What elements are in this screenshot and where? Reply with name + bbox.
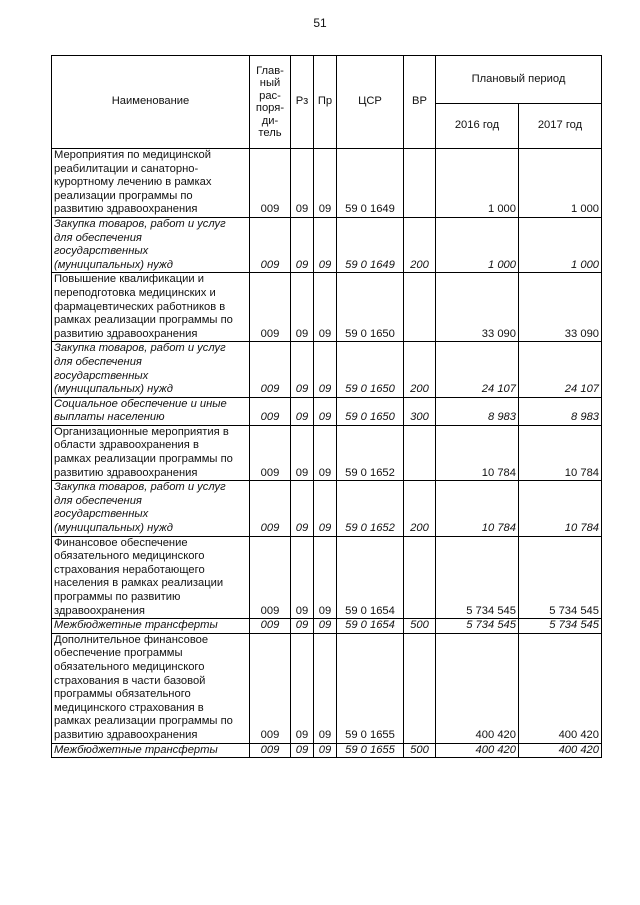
- cell-grbs: 009: [250, 397, 291, 425]
- cell-rz: 09: [291, 217, 314, 272]
- cell-pr: 09: [314, 536, 337, 619]
- cell-csr: 59 0 1655: [337, 743, 404, 758]
- cell-pr: 09: [314, 481, 337, 536]
- cell-2017: 5 734 545: [519, 619, 602, 634]
- table-row: [52, 397, 602, 425]
- header-rz: Рз: [291, 56, 314, 149]
- cell-grbs: 009: [250, 273, 291, 342]
- cell-vr: 500: [404, 619, 436, 634]
- cell-grbs: 009: [250, 481, 291, 536]
- cell-pr: 09: [314, 397, 337, 425]
- cell-name: Межбюджетные трансферты: [52, 743, 250, 758]
- cell-rz: 09: [291, 536, 314, 619]
- cell-2017: 400 420: [519, 743, 602, 758]
- header-pr: Пр: [314, 56, 337, 149]
- cell-grbs: 009: [250, 743, 291, 758]
- cell-name: Закупка товаров, работ и услуг для обеспечения государственных (муниципальных) нужд: [52, 217, 250, 272]
- cell-2017: 5 734 545: [519, 536, 602, 619]
- header-planned-period: Плановый период: [436, 56, 602, 104]
- cell-vr: 500: [404, 743, 436, 758]
- cell-grbs: 009: [250, 633, 291, 743]
- table-row: [52, 425, 602, 480]
- table-row: [52, 342, 602, 397]
- table-row: [52, 743, 602, 758]
- cell-2016: 8 983: [436, 397, 519, 425]
- cell-vr: 200: [404, 217, 436, 272]
- cell-2017: 10 784: [519, 425, 602, 480]
- cell-name: Организационные мероприятия в области здравоохранения в рамках реализации программы по развитию здравоохранения: [52, 425, 250, 480]
- cell-2016: 5 734 545: [436, 619, 519, 634]
- cell-vr: [404, 633, 436, 743]
- cell-grbs: 009: [250, 536, 291, 619]
- cell-rz: 09: [291, 619, 314, 634]
- cell-name: Закупка товаров, работ и услуг для обеспечения государственных (муниципальных) нужд: [52, 481, 250, 536]
- table-row: [52, 633, 602, 743]
- cell-csr: 59 0 1655: [337, 633, 404, 743]
- cell-vr: 300: [404, 397, 436, 425]
- cell-name: Закупка товаров, работ и услуг для обеспечения государственных (муниципальных) нужд: [52, 342, 250, 397]
- cell-2017: 400 420: [519, 633, 602, 743]
- cell-name: Дополнительное финансовое обеспечение программы обязательного медицинского страхования в части базовой программы обязательного медицинского страхования в рамках реализации программы по развитию здравоохранения: [52, 633, 250, 743]
- cell-pr: 09: [314, 342, 337, 397]
- cell-2017: 1 000: [519, 149, 602, 218]
- header-csr: ЦСР: [337, 56, 404, 149]
- cell-2016: 10 784: [436, 481, 519, 536]
- header-name: Наименование: [52, 56, 250, 149]
- cell-pr: 09: [314, 633, 337, 743]
- cell-2017: 1 000: [519, 217, 602, 272]
- cell-csr: 59 0 1652: [337, 481, 404, 536]
- cell-2017: 10 784: [519, 481, 602, 536]
- cell-vr: [404, 149, 436, 218]
- cell-grbs: 009: [250, 342, 291, 397]
- cell-2016: 1 000: [436, 217, 519, 272]
- cell-2016: 400 420: [436, 633, 519, 743]
- cell-vr: 200: [404, 342, 436, 397]
- header-year-2016: 2016 год: [436, 104, 519, 149]
- cell-csr: 59 0 1652: [337, 425, 404, 480]
- budget-table: [51, 55, 602, 758]
- cell-csr: 59 0 1650: [337, 342, 404, 397]
- table-row: [52, 217, 602, 272]
- cell-pr: 09: [314, 149, 337, 218]
- cell-rz: 09: [291, 425, 314, 480]
- cell-rz: 09: [291, 273, 314, 342]
- cell-rz: 09: [291, 149, 314, 218]
- table-row: [52, 619, 602, 634]
- cell-grbs: 009: [250, 149, 291, 218]
- cell-2016: 400 420: [436, 743, 519, 758]
- cell-name: Межбюджетные трансферты: [52, 619, 250, 634]
- header-year-2017: 2017 год: [519, 104, 602, 149]
- table-row: [52, 536, 602, 619]
- cell-csr: 59 0 1654: [337, 619, 404, 634]
- cell-rz: 09: [291, 481, 314, 536]
- cell-rz: 09: [291, 397, 314, 425]
- cell-2017: 33 090: [519, 273, 602, 342]
- cell-name: Мероприятия по медицинской реабилитации и санаторно- курортному лечению в рамках реализации программы по развитию здравоохранения: [52, 149, 250, 218]
- cell-grbs: 009: [250, 425, 291, 480]
- cell-name: Социальное обеспечение и иные выплаты населению: [52, 397, 250, 425]
- cell-pr: 09: [314, 217, 337, 272]
- cell-pr: 09: [314, 743, 337, 758]
- cell-name: Повышение квалификации и переподготовка медицинских и фармацевтических работников в рамках реализации программы по развитию здравоохранения: [52, 273, 250, 342]
- cell-csr: 59 0 1649: [337, 149, 404, 218]
- table-row: [52, 481, 602, 536]
- cell-pr: 09: [314, 425, 337, 480]
- cell-grbs: 009: [250, 217, 291, 272]
- cell-2016: 1 000: [436, 149, 519, 218]
- cell-rz: 09: [291, 342, 314, 397]
- cell-name: Финансовое обеспечение обязательного медицинского страхования неработающего населения в рамках реализации программы по развитию здравоохранения: [52, 536, 250, 619]
- cell-csr: 59 0 1650: [337, 397, 404, 425]
- cell-2016: 33 090: [436, 273, 519, 342]
- cell-2016: 10 784: [436, 425, 519, 480]
- header-grbs: Глав- ный рас- поря- ди- тель: [250, 56, 291, 149]
- cell-vr: [404, 425, 436, 480]
- cell-2017: 24 107: [519, 342, 602, 397]
- cell-pr: 09: [314, 619, 337, 634]
- cell-2016: 5 734 545: [436, 536, 519, 619]
- cell-csr: 59 0 1649: [337, 217, 404, 272]
- cell-csr: 59 0 1654: [337, 536, 404, 619]
- header-vr: ВР: [404, 56, 436, 149]
- cell-2017: 8 983: [519, 397, 602, 425]
- cell-vr: [404, 273, 436, 342]
- table-row: [52, 273, 602, 342]
- table-row: [52, 149, 602, 218]
- cell-rz: 09: [291, 743, 314, 758]
- cell-grbs: 009: [250, 619, 291, 634]
- cell-vr: 200: [404, 481, 436, 536]
- cell-rz: 09: [291, 633, 314, 743]
- cell-vr: [404, 536, 436, 619]
- cell-2016: 24 107: [436, 342, 519, 397]
- cell-pr: 09: [314, 273, 337, 342]
- page-number: 51: [313, 16, 327, 30]
- cell-csr: 59 0 1650: [337, 273, 404, 342]
